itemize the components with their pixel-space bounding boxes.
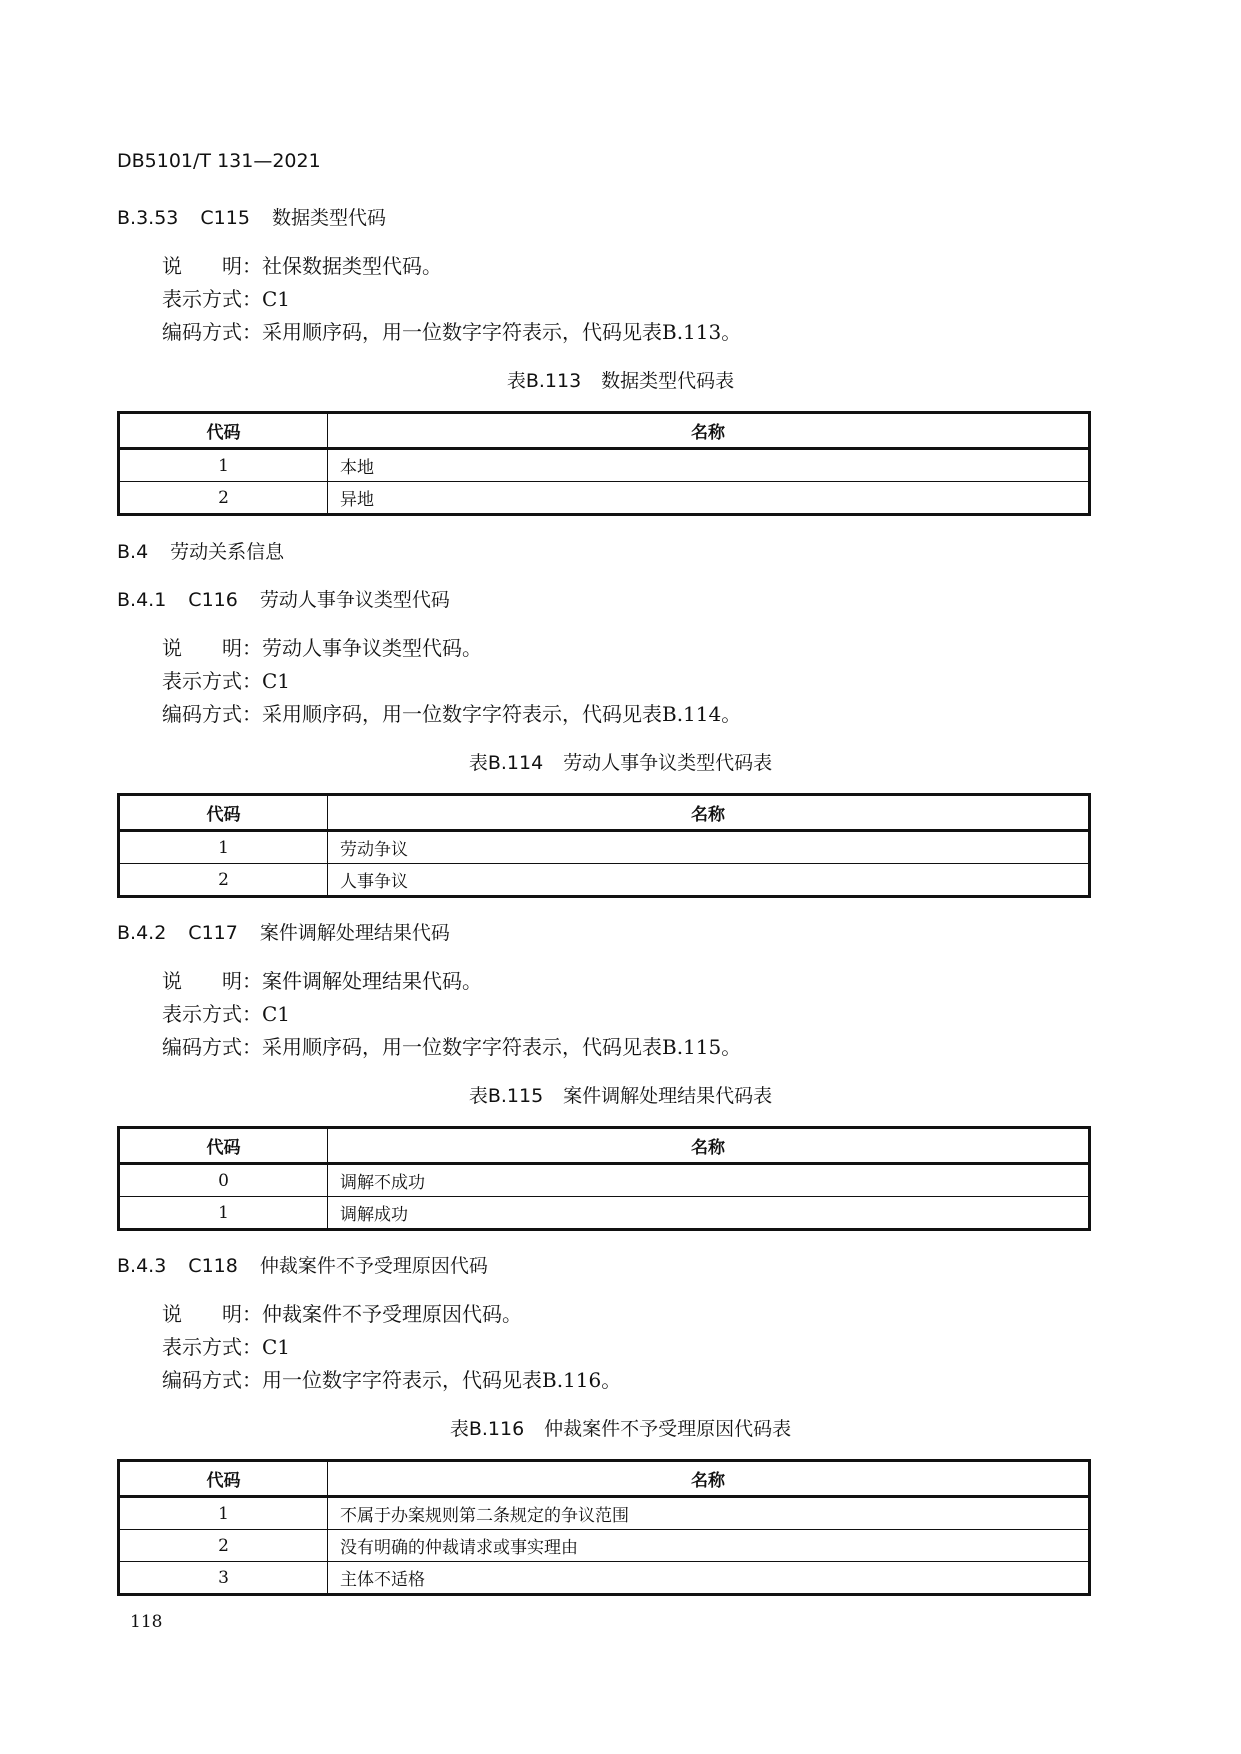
section-enc [162,1364,621,1397]
section-desc [162,632,482,665]
enc-label: 编码方式： [162,702,262,726]
section-heading-b4 [117,537,284,564]
table-row [119,1530,1090,1562]
table-caption [0,1414,1241,1441]
section-desc [162,965,482,998]
cell-code: 3 [119,1562,328,1595]
cell-code: 2 [119,482,328,515]
repr-text: C1 [262,669,291,693]
section-title: 数据类型代码 [271,207,386,229]
section-number: B.4 [117,541,149,563]
table-row [119,482,1090,515]
section-number: B.4.1 [117,589,167,611]
desc-text: 案件调解处理结果代码。 [262,969,482,993]
repr-label: 表示方式： [162,287,262,311]
enc-text: 采用顺序码，用一位数字字符表示，代码见表B.113。 [262,320,742,344]
repr-label: 表示方式： [162,1335,262,1359]
header-code: 代码 [119,795,328,831]
cell-code: 2 [119,1530,328,1562]
table-row [119,449,1090,482]
section-heading-b3-53 [117,203,386,230]
header-name: 名称 [328,1461,1090,1497]
table-caption [0,366,1241,393]
cell-name: 主体不适格 [328,1562,1090,1595]
enc-label: 编码方式： [162,1368,262,1392]
repr-label: 表示方式： [162,669,262,693]
section-code: C115 [200,207,250,229]
section-enc [162,698,741,731]
cell-name: 异地 [328,482,1090,515]
section-title: 仲裁案件不予受理原因代码 [259,1255,488,1277]
code-table-b116 [117,1459,1091,1596]
cell-name: 人事争议 [328,864,1090,897]
caption-number: 表B.116 [449,1418,525,1440]
repr-label: 表示方式： [162,1002,262,1026]
cell-code: 1 [119,1197,328,1230]
section-heading-b4-3 [117,1251,488,1278]
table-header-row [119,1128,1090,1164]
table-header-row [119,413,1090,449]
section-number: B.3.53 [117,207,179,229]
table-caption [0,748,1241,775]
caption-title: 数据类型代码表 [601,370,735,392]
section-repr [162,283,290,316]
section-code: C118 [188,1255,238,1277]
table-row [119,1562,1090,1595]
header-name: 名称 [328,795,1090,831]
section-repr [162,998,290,1031]
table-row [119,1497,1090,1530]
section-heading-b4-1 [117,585,450,612]
section-desc [162,250,442,283]
section-heading-b4-2 [117,918,450,945]
table-row [119,864,1090,897]
section-enc [162,1031,741,1064]
page-number: 118 [130,1612,163,1632]
enc-text: 采用顺序码，用一位数字字符表示，代码见表B.115。 [262,1035,742,1059]
caption-title: 仲裁案件不予受理原因代码表 [544,1418,792,1440]
caption-number: 表B.113 [506,370,582,392]
section-title: 劳动人事争议类型代码 [259,589,450,611]
desc-text: 仲裁案件不予受理原因代码。 [262,1302,522,1326]
cell-name: 调解成功 [328,1197,1090,1230]
code-table-b113 [117,411,1091,516]
table-caption [0,1081,1241,1108]
table-row [119,1164,1090,1197]
header-code: 代码 [119,1461,328,1497]
repr-text: C1 [262,1335,291,1359]
caption-title: 劳动人事争议类型代码表 [563,752,773,774]
cell-name: 劳动争议 [328,831,1090,864]
section-desc [162,1298,522,1331]
desc-text: 社保数据类型代码。 [262,254,442,278]
desc-text: 劳动人事争议类型代码。 [262,636,482,660]
desc-label: 说 明： [162,1302,262,1326]
section-enc [162,316,741,349]
cell-name: 不属于办案规则第二条规定的争议范围 [328,1497,1090,1530]
section-repr [162,1331,290,1364]
code-table-b114 [117,793,1091,898]
cell-code: 1 [119,831,328,864]
code-table-b115 [117,1126,1091,1231]
enc-label: 编码方式： [162,1035,262,1059]
caption-number: 表B.115 [468,1085,544,1107]
desc-label: 说 明： [162,636,262,660]
cell-name: 没有明确的仲裁请求或事实理由 [328,1530,1090,1562]
section-code: C117 [188,922,238,944]
section-number: B.4.2 [117,922,167,944]
header-code: 代码 [119,413,328,449]
section-title: 劳动关系信息 [170,541,285,563]
cell-name: 本地 [328,449,1090,482]
desc-label: 说 明： [162,254,262,278]
table-header-row [119,1461,1090,1497]
table-row [119,831,1090,864]
section-number: B.4.3 [117,1255,167,1277]
header-name: 名称 [328,413,1090,449]
section-code: C116 [188,589,238,611]
table-row [119,1197,1090,1230]
enc-label: 编码方式： [162,320,262,344]
cell-code: 0 [119,1164,328,1197]
cell-name: 调解不成功 [328,1164,1090,1197]
header-code: 代码 [119,1128,328,1164]
repr-text: C1 [262,287,291,311]
header-name: 名称 [328,1128,1090,1164]
cell-code: 1 [119,449,328,482]
desc-label: 说 明： [162,969,262,993]
cell-code: 2 [119,864,328,897]
section-repr [162,665,290,698]
caption-title: 案件调解处理结果代码表 [563,1085,773,1107]
section-title: 案件调解处理结果代码 [259,922,450,944]
repr-text: C1 [262,1002,291,1026]
document-header: DB5101/T 131—2021 [117,150,321,172]
table-header-row [119,795,1090,831]
enc-text: 采用顺序码，用一位数字字符表示，代码见表B.114。 [262,702,742,726]
cell-code: 1 [119,1497,328,1530]
enc-text: 用一位数字字符表示，代码见表B.116。 [262,1368,622,1392]
caption-number: 表B.114 [468,752,544,774]
